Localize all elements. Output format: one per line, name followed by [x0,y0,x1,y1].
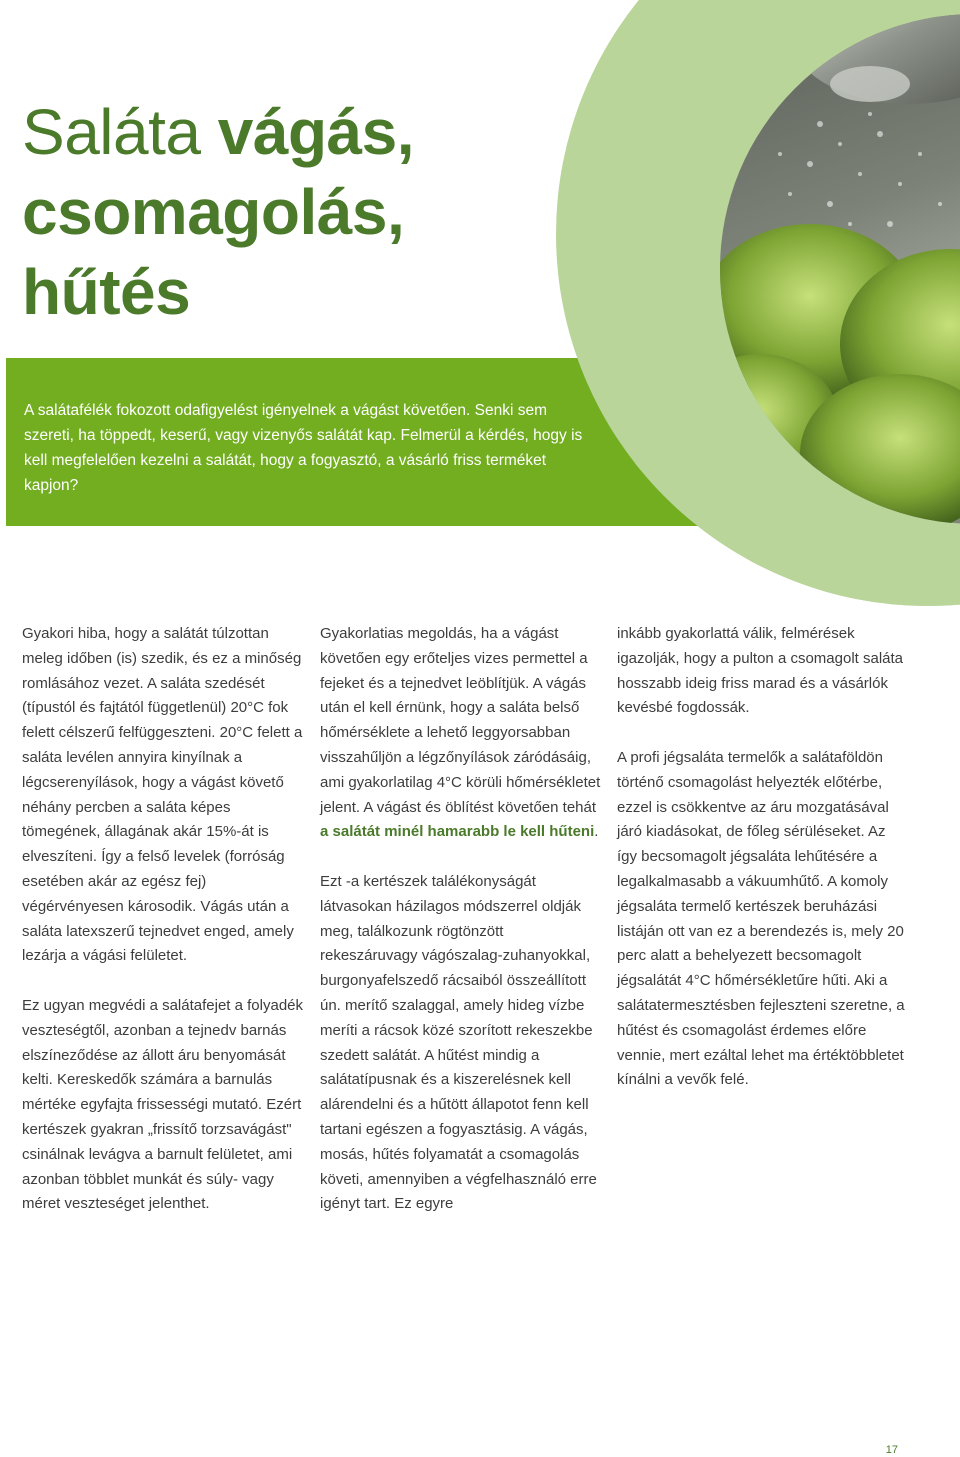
page-title [22,92,414,332]
paragraph-text: Gyakorlatias megoldás, ha a vágást követően egy erőteljes vizes permettel a fejeket és a tejnedvet leöblítjük. A vágás után el kell érnünk, hogy a saláta belső hőmérséklete a lehető leggyorsabban visszahűljön a légzőnyílások záródásáig, ami gyakorlatilag 4°C körüli hőmérsékletet jelent. A vágást és öblítést követően tehát [320,625,601,816]
title-bold: hűtés [22,256,191,328]
lettuce-watering-photo [720,14,960,524]
text-column-3 [617,622,907,1118]
intro-text: A salátafélék fokozott odafigyelést igényelnek a vágást követően. Senki sem szereti, ha töppedt, keserű, vagy vizenyős salátát kap. Felmerül a kérdés, hogy is kell megfelelően kezelni a salátát, hogy a fogyasztó, a vásárló friss terméket kapjon? [24,402,583,494]
paragraph: A profi jégsaláta termelők a salátaföldön történő csomagolást helyezték előtérbe, ezzel is csökkentve az áru mozgatásával járó kiadásokat, de főleg sérüléseket. Az így becsomagolt jégsaláta lehűtésére a legalkalmasabb a vákuumhűtő. A komoly jégsaláta termelő kertészek beruházási listáján ott van ez a berendezés is, mely 20 perc alatt a behelyezett becsomagolt jégsalátát 4°C hőmérsékletűre hűti. Aki a salátatermesztésben fejleszteni szeretne, a hűtést és csomagolást érdemes előre vennie, mert ezáltal lehet ma értéktöbbletet kínálni a vevők felé. [617,748,905,1089]
paragraph: Gyakori hiba, hogy a salátát túlzottan meleg időben (is) szedik, és ez a minőség romlásához vezet. A saláta szedését (típustól és fajtától függetlenül) 20°C fok felett célszerű felfüggeszteni. 20°C felett a saláta levélen annyira kinyílnak a légcserenyílások, hogy a vágást követő néhány percben a saláta képes tömegének, állagának akár 15%-át is elveszíteni. Így a felső levelek (forróság esetében akár az egész fej) végérvényesen károsodik. Vágás után a saláta latexszerű tejnedvet enged, amely lezárja a vágási felületet. [22,625,303,965]
title-bold: csomagolás, [22,176,405,248]
title-bold: vágás, [217,96,414,168]
title-light: Saláta [22,96,218,168]
paragraph: Ezt -a kertészek találékonyságát látvasokan házilagos módszerrel oldják meg, találkozunk rögtönzött rekeszáruvagy vágószalag-zuhanyokkal, burgonyafelszedő rácsaiból összeállított ún. merítő szalaggal, amely hideg vízbe meríti a rácsok közé szorított rekeszekbe szedett salátát. A hűtést mindig a salátatípusnak és a kiszerelésnek kell alárendelni és a hűtött állapotot fenn kell tartani egészen a fogyasztásig. A vágás, mosás, hűtés folyamatát a csomagolás követi, amennyiben a végfelhasználó erre igényt tart. Ez egyre [320,872,597,1213]
text-column-2 [320,622,602,1242]
paragraph: Ez ugyan megvédi a salátafejet a folyadék veszteségtől, azonban a tejnedv barnás elszíneződése az állott áru benyomását kelti. Kereskedők számára a barnulás mértéke egyfajta frissességi mutató. Ezért kertészek gyakran „frissítő torzsavágást" csinálnak levágva a barnult felületet, ami azonban többlet munkát és súly- vagy méret veszteséget jelenthet. [22,996,304,1213]
page-number: 17 [885,1444,898,1456]
paragraph [320,622,602,845]
paragraph: inkább gyakorlattá válik, felmérések igazolják, hogy a pulton a csomagolt saláta hosszabb ideig friss marad és a vásárlók kevésbé fogdossák. [617,625,904,717]
text-column-1 [22,622,312,1242]
photo-illustration [720,14,960,524]
highlight-text: a salátát minél hamarabb le kell hűteni [320,823,595,841]
paragraph-text: . [594,823,599,841]
